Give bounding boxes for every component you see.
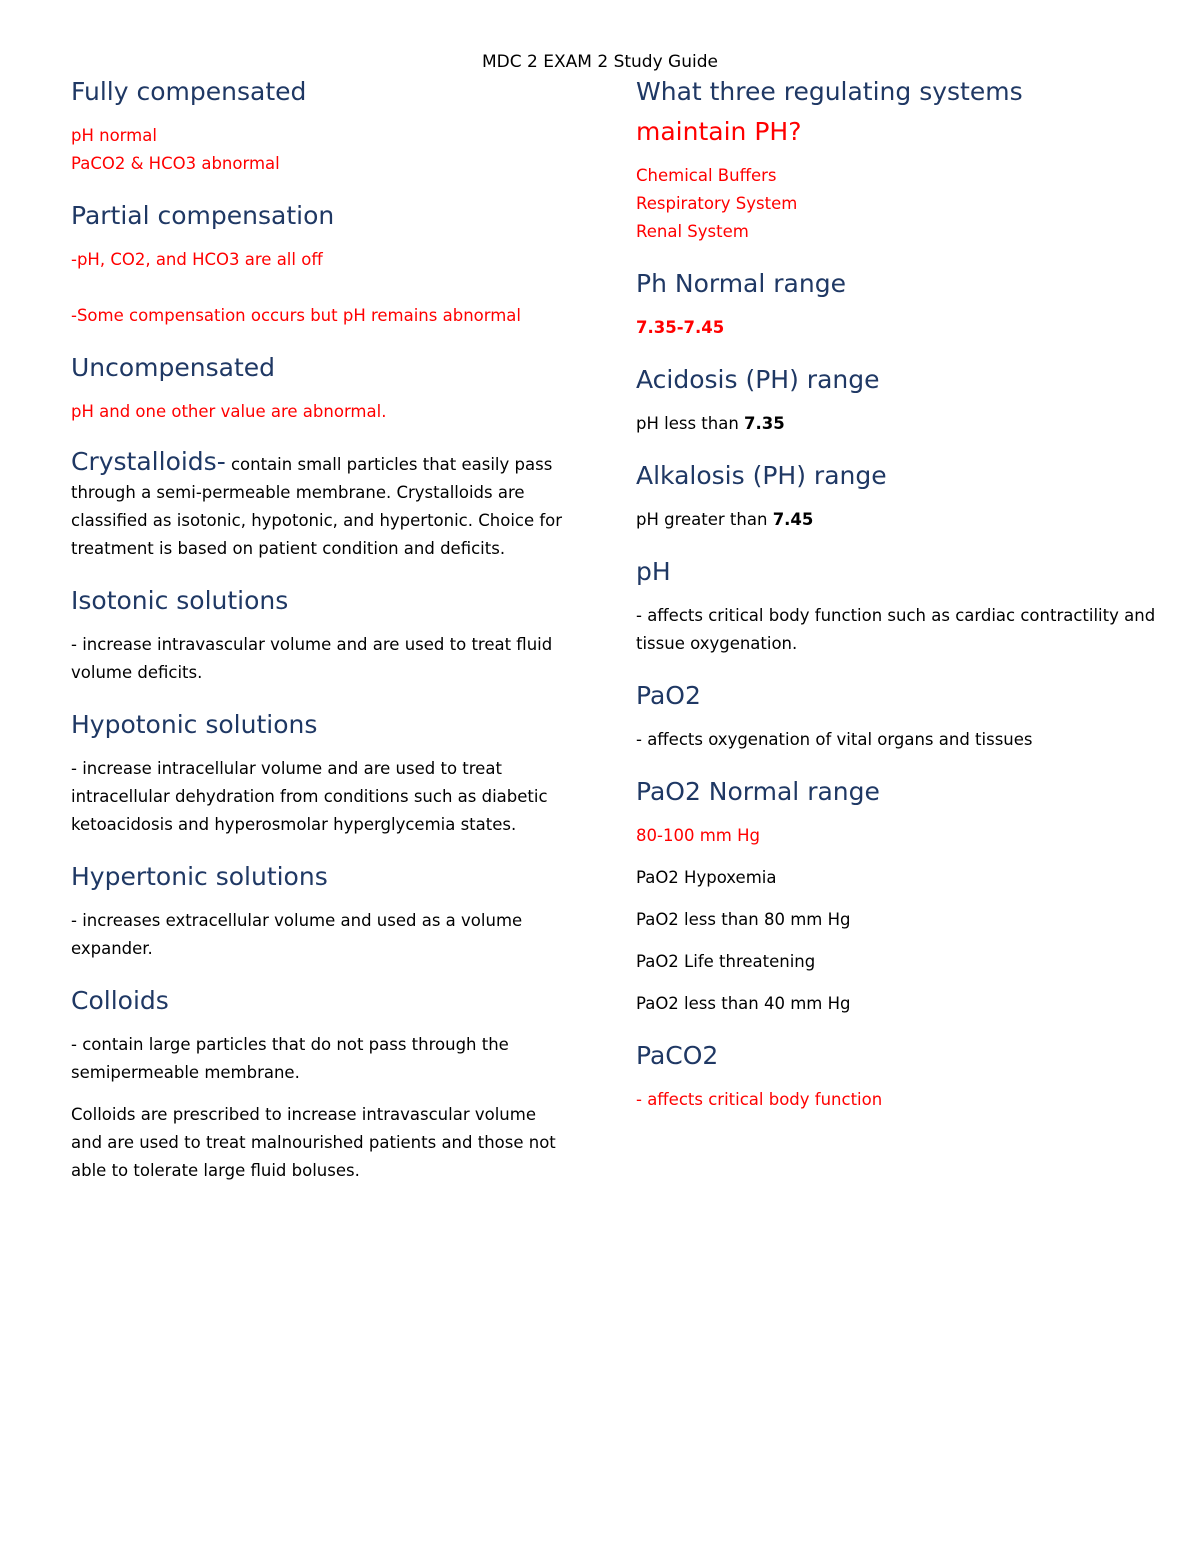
section-hypertonic — [71, 861, 571, 963]
colloids-text-1: - contain large particles that do not pass through the semipermeable membrane. — [71, 1035, 509, 1082]
ph-text: - affects critical body function such as cardiac contractility and tissue oxygenation. — [636, 606, 1156, 653]
acidosis-value: 7.35 — [744, 414, 785, 433]
system-item-2: Respiratory System — [636, 194, 798, 213]
pao2-line-1: PaO2 Hypoxemia — [636, 868, 777, 887]
colloids-text-2: Colloids are prescribed to increase intravascular volume and are used to treat malnourished patients and those not able to tolerate large fluid boluses. — [71, 1105, 556, 1180]
left-column — [71, 76, 571, 1207]
section-fully-compensated — [71, 76, 571, 178]
section-partial-compensation — [71, 200, 571, 330]
crystalloids-text: contain small particles that easily pass through a semi-permeable membrane. Crystalloids are classified as isotonic, hypotonic, and hypertonic. Choice for treatment is based on patient condition and deficits. — [71, 455, 563, 558]
heading-fully-compensated: Fully compensated — [71, 77, 307, 106]
fully-line-2: PaCO2 & HCO3 abnormal — [71, 154, 280, 173]
partial-line-1: -pH, CO2, and HCO3 are all off — [71, 250, 323, 269]
section-uncompensated — [71, 352, 571, 426]
pao2-text: - affects oxygenation of vital organs and tissues — [636, 730, 1033, 749]
system-item-1: Chemical Buffers — [636, 166, 777, 185]
alkalosis-prefix: pH greater than — [636, 510, 773, 529]
section-regulating-systems — [636, 76, 1156, 246]
heading-systems-line-1: What three regulating systems — [636, 77, 1023, 106]
heading-isotonic: Isotonic solutions — [71, 586, 289, 615]
section-hypotonic — [71, 709, 571, 839]
ph-normal-value-text: 7.35-7.45 — [636, 318, 725, 337]
section-paco2 — [636, 1040, 1156, 1114]
section-pao2 — [636, 680, 1156, 754]
pao2-line-2: PaO2 less than 80 mm Hg — [636, 910, 851, 929]
section-crystalloids — [71, 448, 571, 563]
hypertonic-text: - increases extracellular volume and used as a volume expander. — [71, 911, 523, 958]
heading-pao2: PaO2 — [636, 681, 701, 710]
crystalloids-paragraph — [71, 448, 571, 563]
right-column — [636, 76, 1156, 1136]
heading-pao2-normal: PaO2 Normal range — [636, 777, 880, 806]
pao2-line-3: PaO2 Life threatening — [636, 952, 816, 971]
hypotonic-text: - increase intracellular volume and are used to treat intracellular dehydration from conditions such as diabetic ketoacidosis and hyperosmolar hyperglycemia states. — [71, 759, 548, 834]
section-ph-normal — [636, 268, 1156, 342]
heading-crystalloids: Crystalloids- — [71, 447, 226, 476]
pao2-normal-value: 80-100 mm Hg — [636, 826, 760, 845]
uncomp-line-1: pH and one other value are abnormal. — [71, 402, 387, 421]
heading-ph: pH — [636, 557, 671, 586]
acidosis-prefix: pH less than — [636, 414, 745, 433]
alkalosis-line — [636, 506, 1156, 534]
system-item-3: Renal System — [636, 222, 749, 241]
section-ph — [636, 556, 1156, 658]
acidosis-line — [636, 410, 1156, 438]
heading-uncompensated: Uncompensated — [71, 353, 276, 382]
isotonic-text: - increase intravascular volume and are used to treat fluid volume deficits. — [71, 635, 553, 682]
heading-colloids: Colloids — [71, 986, 169, 1015]
section-acidosis — [636, 364, 1156, 438]
pao2-line-4: PaO2 less than 40 mm Hg — [636, 994, 851, 1013]
section-isotonic — [71, 585, 571, 687]
heading-acidosis: Acidosis (PH) range — [636, 365, 880, 394]
fully-line-1: pH normal — [71, 126, 157, 145]
page-title: MDC 2 EXAM 2 Study Guide — [482, 52, 718, 72]
section-alkalosis — [636, 460, 1156, 534]
section-pao2-normal — [636, 776, 1156, 1018]
heading-systems-line-2: maintain PH? — [636, 117, 802, 146]
heading-ph-normal: Ph Normal range — [636, 269, 846, 298]
heading-paco2: PaCO2 — [636, 1041, 719, 1070]
heading-partial-compensation: Partial compensation — [71, 201, 335, 230]
ph-normal-value — [636, 314, 1156, 342]
heading-hypotonic: Hypotonic solutions — [71, 710, 318, 739]
paco2-text: - affects critical body function — [636, 1090, 883, 1109]
heading-hypertonic: Hypertonic solutions — [71, 862, 328, 891]
heading-alkalosis: Alkalosis (PH) range — [636, 461, 887, 490]
alkalosis-value: 7.45 — [772, 510, 814, 529]
partial-line-2: -Some compensation occurs but pH remains abnormal — [71, 306, 522, 325]
section-colloids — [71, 985, 571, 1185]
